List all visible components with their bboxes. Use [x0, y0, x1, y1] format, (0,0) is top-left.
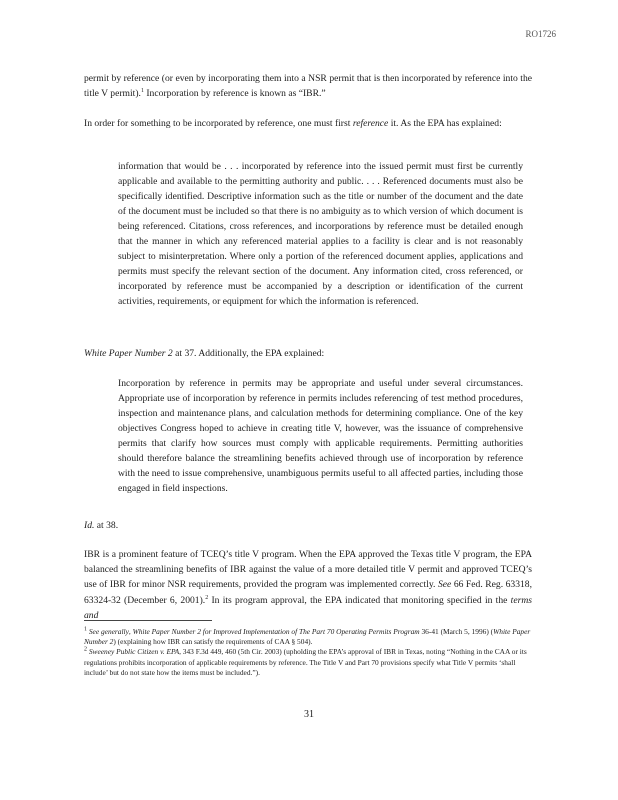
- paragraph-ibr-intro: permit by reference (or even by incorporating them into a NSR permit that is then incorporated by reference into the title V permit).$^1$ Incorporation by reference is known as “IBR.”: [84, 73, 532, 100]
- paragraph-reference-requirement: In order for something to be incorporated by reference, one must first reference it. As the EPA has explained:: [84, 118, 502, 129]
- citation-id: Id. at 38.: [84, 520, 119, 531]
- block-quote-incorporation-use: Incorporation by reference in permits may be appropriate and useful under several circumstances. Appropriate use of incorporation by reference in permits includes referencing of test method procedures, inspection and maintenance plans, and calculation methods for determining compliance. One of the key objectives Congress hoped to achieve in creating title V, however, was the issuance of comprehensive permits that clarify how sources must comply with applicable requirements. Permitting authorities should therefore balance the streamlining benefits achieved through use of incorporation by reference with the need to issue comprehensive, unambiguous permits useful to all affected parties, including those engaged in field inspections.: [118, 378, 523, 494]
- footnote-ref-1[interactable]: 1: [140, 88, 144, 95]
- footnote-divider: [84, 620, 212, 621]
- footnote-2: $^2$ Sweeney Public Citizen v. EPA, 343 F.3d 449, 460 (5th Cir. 2003) (upholding the EPA’s approval of IBR in Texas, noting “Nothing in the CAA or its regulations prohibits incorporation of applicable requirements by reference. The Title V and Part 70 provisions specify what Title V permits ‘shall include’ but do not state how the items must be included.”).: [84, 646, 527, 677]
- footnote-1: $^1$ See generally, White Paper Number 2 for Improved Implementation of The Part 70 Operating Permits Program 36-41 (March 5, 1996) (White Paper Number 2) (explaining how IBR can satisfy the requirements of CAA § 504).: [84, 626, 531, 647]
- citation-white-paper: White Paper Number 2 at 37. Additionally, the EPA explained:: [84, 348, 325, 359]
- paragraph-tceq-program: IBR is a prominent feature of TCEQ’s title V program. When the EPA approved the Texas title V program, the EPA balanced the streamlining benefits of IBR against the value of a more detailed title V permit and approved TCEQ’s use of IBR for minor NSR requirements, provided the program was implemented correctly. See 66 Fed. Reg. 63318, 63324-32 (December 6, 2001).$^2$ In its program approval, the EPA indicated that monitoring specified in the terms and: [84, 549, 532, 621]
- document-id: RO1726: [525, 29, 556, 39]
- footnote-ref-2[interactable]: 2: [205, 594, 209, 601]
- page-number: 31: [304, 709, 314, 720]
- block-quote-referenced-documents: information that would be . . . incorporated by reference into the issued permit must first be currently applicable and available to the permitting authority and public. . . . Referenced documents must also be specifically identified. Descriptive information such as the title or number of the document and the date of the document must be included so that there is no ambiguity as to which version of which document is being referenced. Citations, cross references, and incorporations by reference must be detailed enough that the manner in which any referenced material applies to a facility is clear and is not reasonably subject to misinterpretation. Where only a portion of the referenced document applies, applications and permits must specify the relevant section of the document. Any information cited, cross referenced, or incorporated by reference must be accompanied by a description or identification of the current activities, requirements, or equipment for which the information is referenced.: [118, 161, 523, 307]
- footnotes: [84, 627, 532, 678]
